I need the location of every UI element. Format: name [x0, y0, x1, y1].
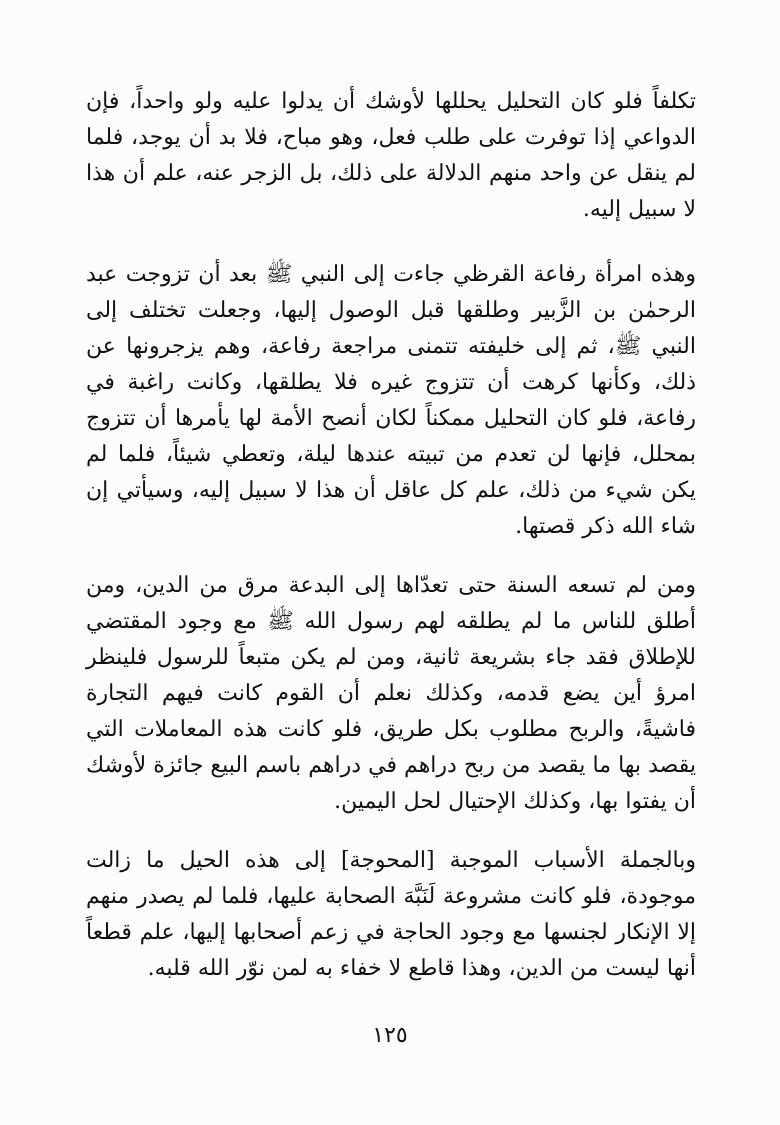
page-number: ١٢٥	[372, 1023, 408, 1048]
paragraph-2: وهذه امرأة رفاعة القرظي جاءت إلى النبي ﷺ بعد أن تزوجت عبد الرحمٰن بن الزَّبير وطلقها قبل الوصول إليها، وجعلت تختلف إلى النبي ﷺ، ثم إلى خليفته تتمنى مراجعة رفاعة، وهم يزجرونها عن ذلك، وكأنها كرهت أن تتزوج غيره فلا يطلقها، وكانت راغبة في رفاعة، فلو كان التحليل ممكناً لكان أنصح الأمة لها يأمرها أن تتزوج بمحلل، فإنها لن تعدم من تبيته عندها ليلة، وتعطي شيئاً، فلما لم يكن شيء من ذلك، علم كل عاقل أن هذا لا سبيل إليه، وسيأتي إن شاء الله ذكر قصتها.	[86, 262, 696, 539]
paragraph-1: تكلفاً فلو كان التحليل يحللها لأوشك أن يدلوا عليه ولو واحداً، فإن الدواعي إذا توفرت على طلب فعل، وهو مباح، فلا بد أن يوجد، فلما لم ينقل عن واحد منهم الدلالة على ذلك، بل الزجر عنه، علم أن هذا لا سبيل إليه.	[86, 89, 696, 222]
paragraph-3: ومن لم تسعه السنة حتى تعدّاها إلى البدعة مرق من الدين، ومن أطلق للناس ما لم يطلقه لهم رسول الله ﷺ مع وجود المقتضي للإطلاق فقد جاء بشريعة ثانية، ومن لم يكن متبعاً للرسول فلينظر امرؤ أين يضع قدمه، وكذلك نعلم أن القوم كانت فيهم التجارة فاشيةً، والربح مطلوب بكل طريق، فلو كانت هذه المعاملات التي يقصد بها ما يقصد من ربح دراهم في دراهم باسم البيع جائزة لأوشك أن يفتوا بها، وكذلك الإحتيال لحل اليمين.	[86, 573, 696, 814]
paragraph-4: وبالجملة الأسباب الموجبة [المحوجة] إلى هذه الحيل ما زالت موجودة، فلو كانت مشروعة لَنَبَّهَ الصحابة عليها، فلما لم يصدر منهم إلا الإنكار لجنسها مع وجود الحاجة في زعم أصحابها إليها، علم قطعاً أنها ليست من الدين، وهذا قاطع لا خفاء به لمن نوّر الله قلبه.	[86, 848, 696, 981]
